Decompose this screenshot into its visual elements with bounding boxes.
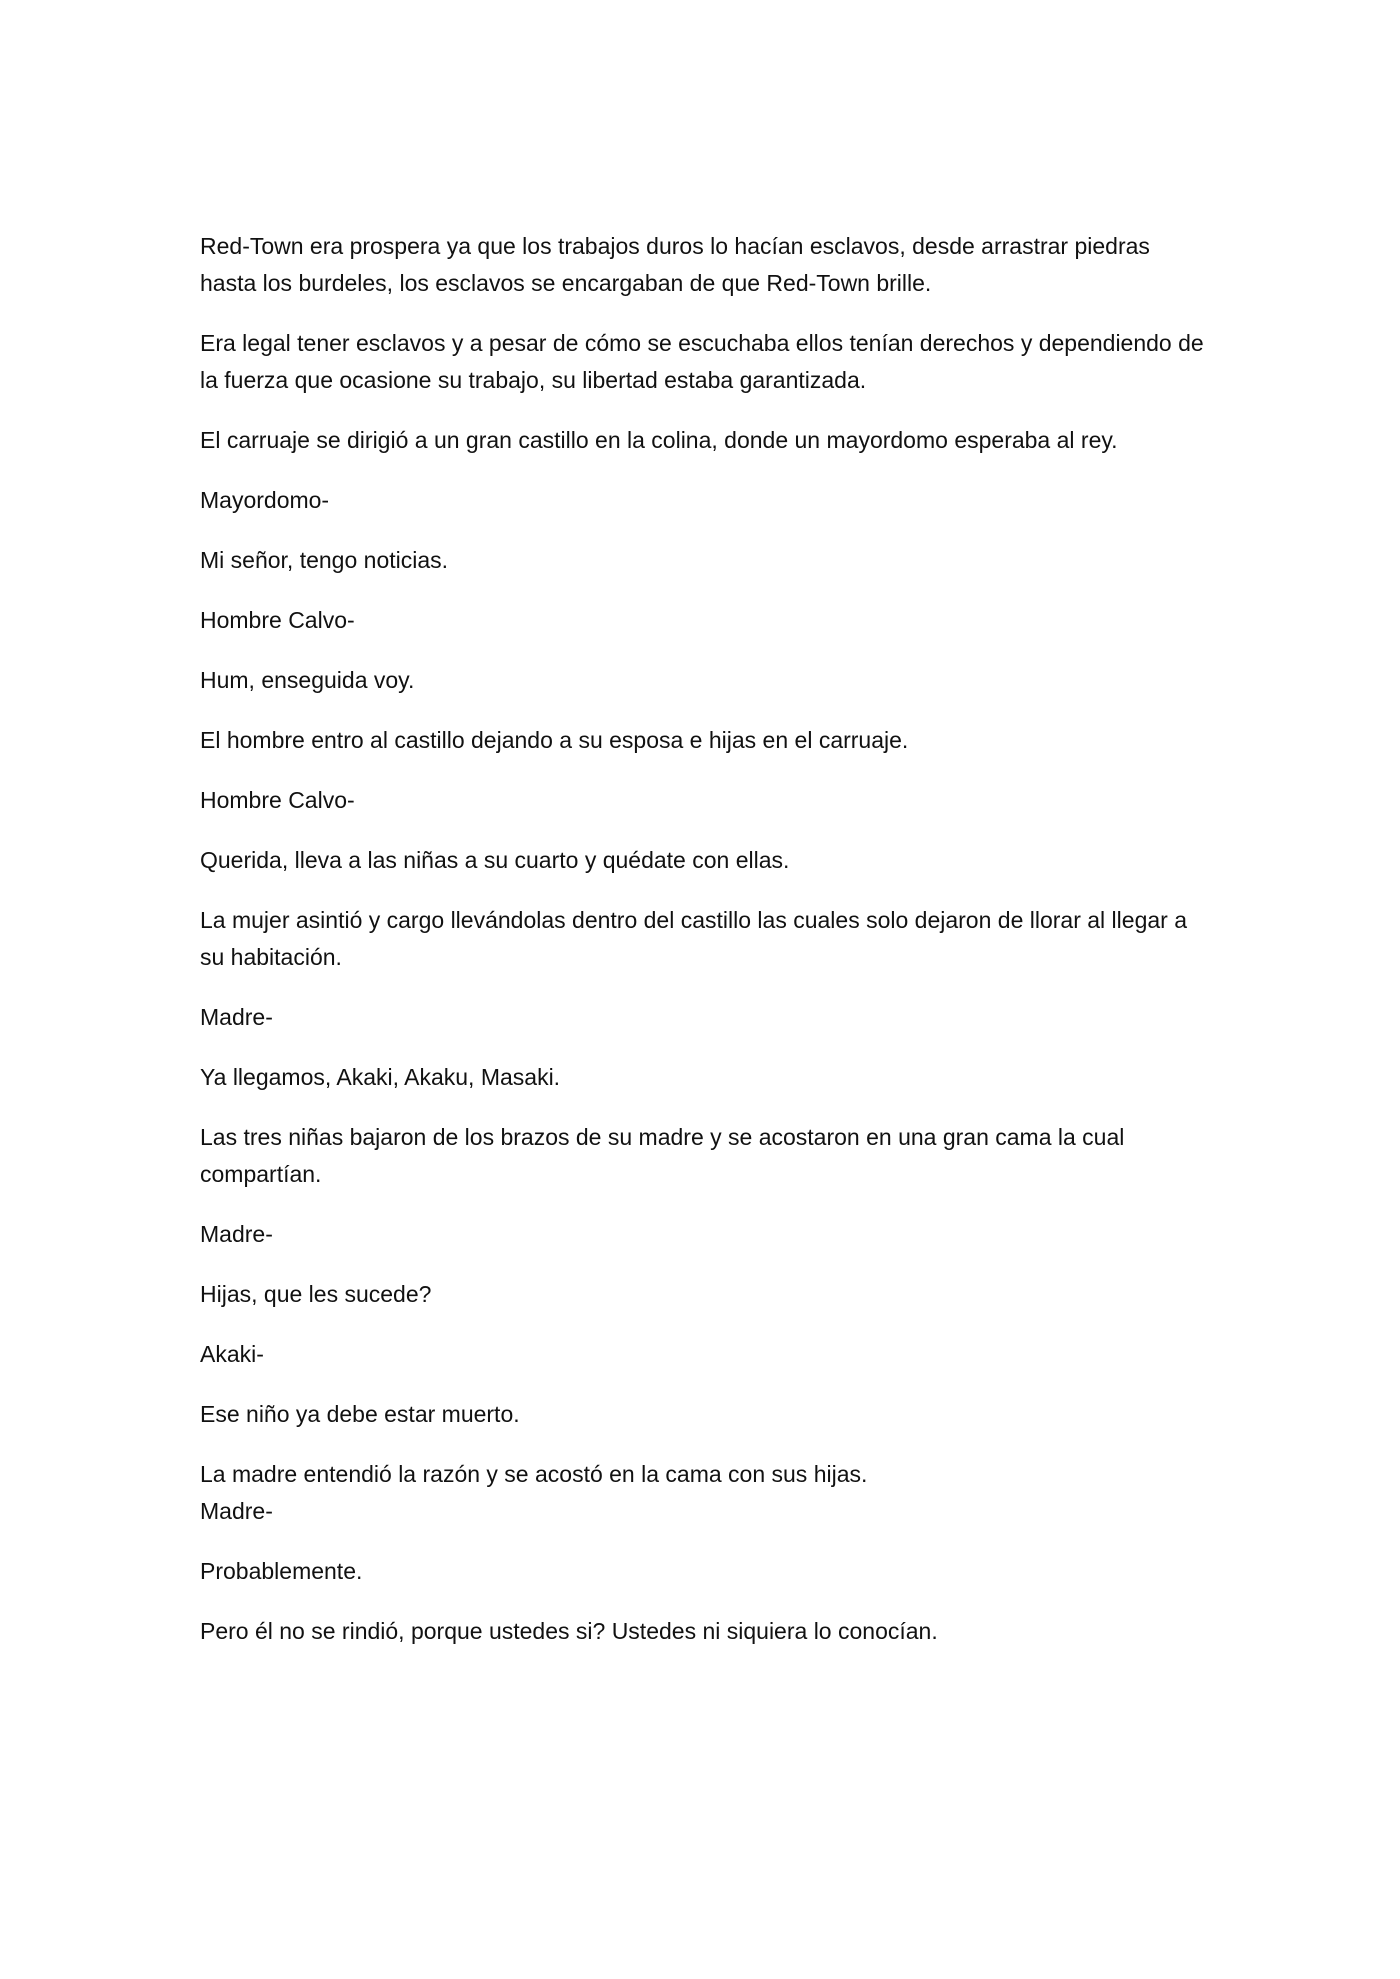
speaker-label: Madre- — [200, 1221, 273, 1247]
paragraph: Las tres niñas bajaron de los brazos de su madre y se acostaron en una gran cama la cual compartían. — [200, 1124, 1125, 1187]
paragraph: La madre entendió la razón y se acostó en la cama con sus hijas. — [200, 1461, 868, 1487]
dialogue-line: Hum, enseguida voy. — [200, 667, 415, 693]
speaker-label: Hombre Calvo- — [200, 787, 355, 813]
paragraph: La mujer asintió y cargo llevándolas dentro del castillo las cuales solo dejaron de llorar al llegar a su habitación. — [200, 907, 1187, 970]
dialogue-line: Hijas, que les sucede? — [200, 1281, 432, 1307]
dialogue-line: Ese niño ya debe estar muerto. — [200, 1401, 520, 1427]
dialogue-line: Ya llegamos, Akaki, Akaku, Masaki. — [200, 1064, 561, 1090]
dialogue-line: Querida, lleva a las niñas a su cuarto y quédate con ellas. — [200, 847, 790, 873]
speaker-label: Mayordomo- — [200, 487, 330, 513]
speaker-label: Akaki- — [200, 1341, 264, 1367]
paragraph: Red-Town era prospera ya que los trabajos duros lo hacían esclavos, desde arrastrar piedras hasta los burdeles, los esclavos se encargaban de que Red-Town brille. — [200, 233, 1150, 296]
paragraph: Era legal tener esclavos y a pesar de cómo se escuchaba ellos tenían derechos y dependiendo de la fuerza que ocasione su trabajo, su libertad estaba garantizada. — [200, 330, 1204, 393]
dialogue-line: Probablemente. — [200, 1558, 363, 1584]
paragraph: El carruaje se dirigió a un gran castillo en la colina, donde un mayordomo esperaba al rey. — [200, 427, 1118, 453]
document-body — [200, 228, 1210, 1673]
speaker-label: Hombre Calvo- — [200, 607, 355, 633]
speaker-label: Madre- — [200, 1004, 273, 1030]
dialogue-line: Pero él no se rindió, porque ustedes si? Ustedes ni siquiera lo conocían. — [200, 1618, 938, 1644]
paragraph: El hombre entro al castillo dejando a su esposa e hijas en el carruaje. — [200, 727, 909, 753]
speaker-label: Madre- — [200, 1498, 273, 1524]
dialogue-line: Mi señor, tengo noticias. — [200, 547, 449, 573]
